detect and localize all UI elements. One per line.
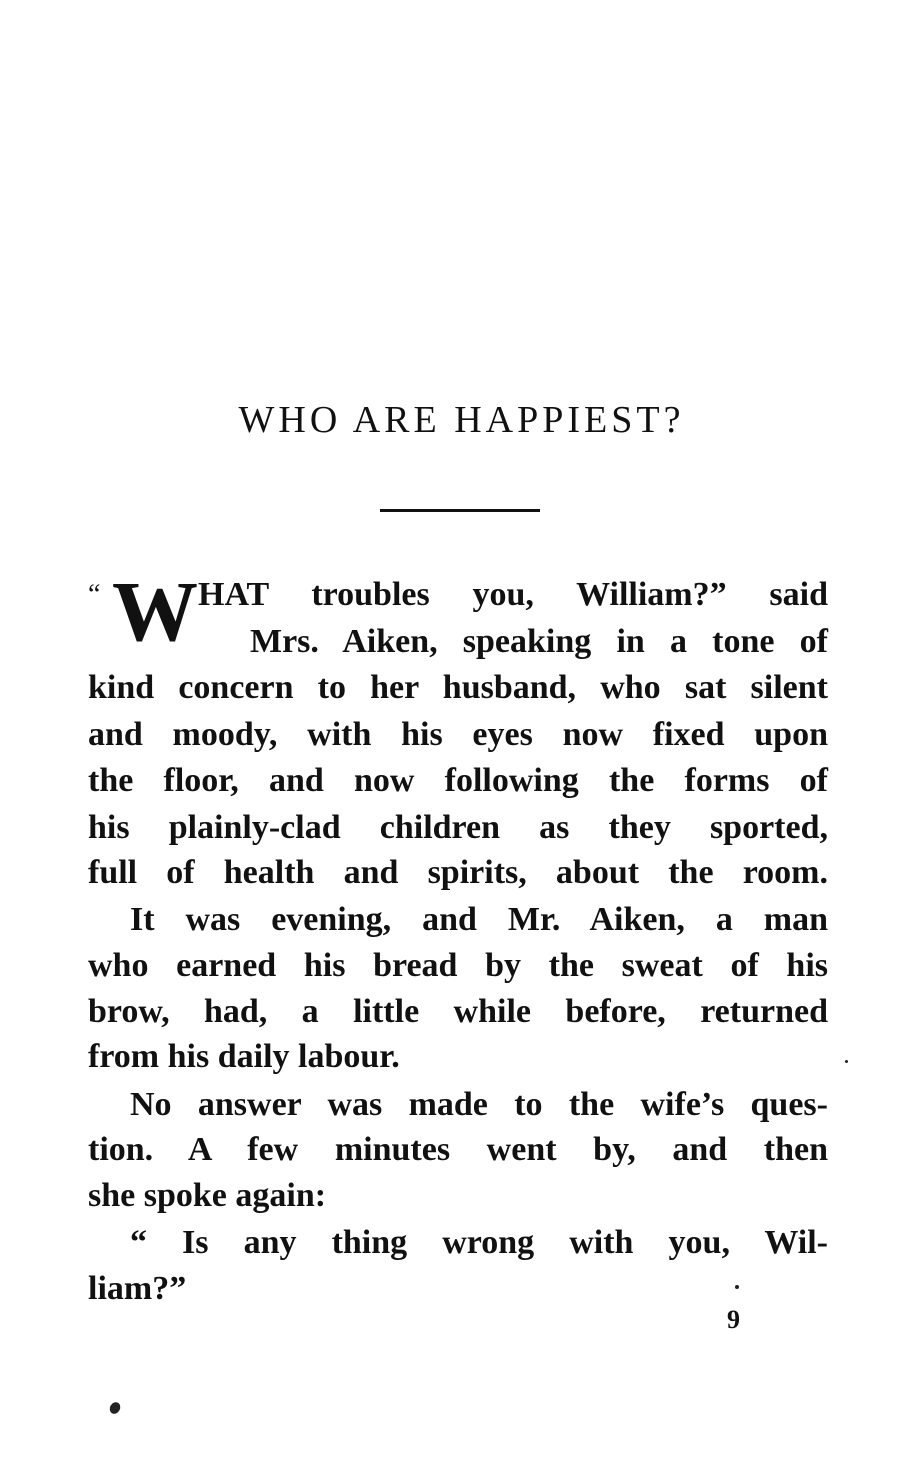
text-line: liam?” [88, 1270, 187, 1307]
text-line: full of health and spirits, about the room. [88, 854, 828, 891]
text-line: “ Is any thing wrong with you, Wil- [130, 1224, 828, 1261]
text-line: the floor, and now following the forms of [88, 762, 828, 799]
text-line: kind concern to her husband, who sat silent [88, 669, 828, 706]
drop-cap: W [112, 563, 198, 659]
text-line: It was evening, and Mr. Aiken, a man [130, 901, 828, 938]
text-line: who earned his bread by the sweat of his [88, 947, 828, 984]
text-line: Mrs. Aiken, speaking in a tone of [250, 623, 828, 660]
chapter-title: WHO ARE HAPPIEST? [238, 399, 685, 441]
text-line: tion. A few minutes went by, and then [88, 1131, 828, 1168]
title-divider [380, 509, 540, 512]
text-line: his plainly-clad children as they sported, [88, 809, 828, 846]
ink-speck [735, 1285, 739, 1289]
ink-speck [845, 1060, 848, 1063]
text-line: from his daily labour. [88, 1038, 400, 1075]
text-line: brow, had, a little while before, returned [88, 993, 828, 1030]
text-line: she spoke again: [88, 1177, 327, 1214]
opening-quote: “ [88, 579, 101, 610]
text-line: HAT troubles you, William?” said [198, 576, 828, 613]
text-line: No answer was made to the wife’s ques- [130, 1086, 828, 1123]
text-line: and moody, with his eyes now fixed upon [88, 716, 828, 753]
page-number: 9 [727, 1305, 740, 1334]
ink-speck [108, 1400, 123, 1415]
